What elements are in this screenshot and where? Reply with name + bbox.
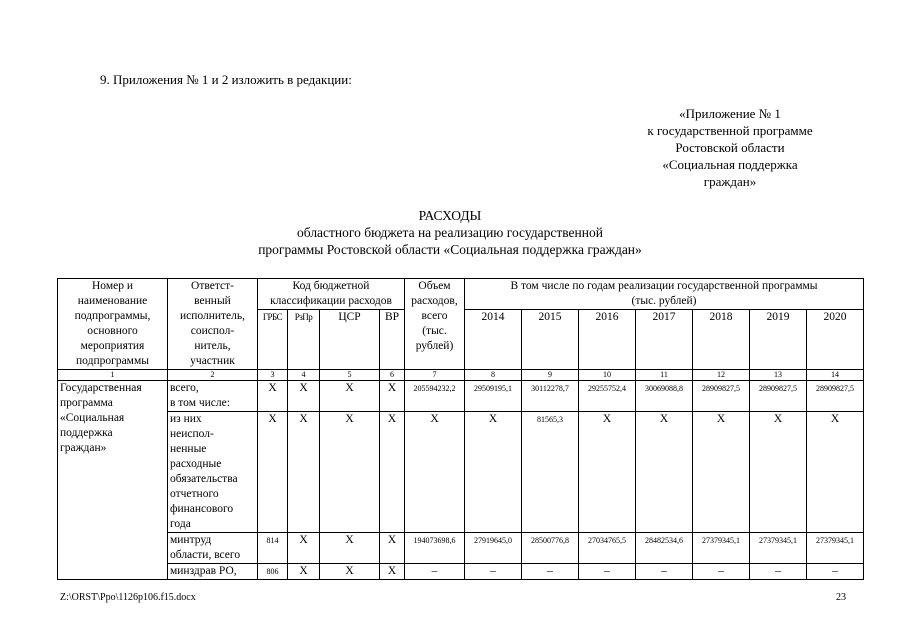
header-year: 2019 — [750, 310, 807, 370]
appendix-line: Ростовской области — [675, 140, 785, 155]
document-title — [200, 207, 700, 258]
appendix-line: к государственной программе — [647, 123, 813, 138]
year-cell: – — [636, 564, 693, 580]
table-header-row — [58, 279, 864, 310]
column-number: 4 — [288, 370, 320, 381]
year-cell: Х — [465, 412, 522, 533]
total-cell: – — [405, 564, 465, 580]
appendix-line: «Приложение № 1 — [679, 106, 781, 121]
code-cell: Х — [380, 381, 405, 412]
year-cell: 81565,3 — [522, 412, 579, 533]
code-cell: Х — [320, 381, 380, 412]
title-line: программы Ростовской области «Социальная поддержка граждан» — [258, 242, 642, 257]
executor-cell: всего, в том числе: — [168, 381, 258, 412]
header-number-name: Номер и наименование подпрограммы, основного мероприятия подпрограммы — [58, 279, 168, 370]
table-row — [58, 533, 864, 564]
header-vr: ВР — [380, 310, 405, 370]
year-cell: 30112278,7 — [522, 381, 579, 412]
year-cell: 27919645,0 — [465, 533, 522, 564]
program-name-cell: Государственная программа «Социальная поддержка граждан» — [58, 381, 168, 580]
code-cell: 814 — [258, 533, 288, 564]
column-number: 12 — [693, 370, 750, 381]
table-row — [58, 564, 864, 580]
header-rzpr: РзПр — [288, 310, 320, 370]
header-executor: Ответст- венный исполнитель, соиспол- нитель, участник — [168, 279, 258, 370]
year-cell: Х — [750, 412, 807, 533]
code-cell: Х — [380, 533, 405, 564]
year-cell: – — [579, 564, 636, 580]
column-number: 8 — [465, 370, 522, 381]
column-number: 11 — [636, 370, 693, 381]
year-cell: 27379345,1 — [807, 533, 864, 564]
code-cell: Х — [320, 412, 380, 533]
year-cell: – — [807, 564, 864, 580]
column-number: 6 — [380, 370, 405, 381]
year-cell: 28500776,8 — [522, 533, 579, 564]
header-year: 2018 — [693, 310, 750, 370]
year-cell: Х — [693, 412, 750, 533]
header-years-group: В том числе по годам реализации государственной программы (тыс. рублей) — [465, 279, 864, 310]
year-cell: 27379345,1 — [750, 533, 807, 564]
column-number: 14 — [807, 370, 864, 381]
year-cell: 29509195,1 — [465, 381, 522, 412]
code-cell: Х — [288, 564, 320, 580]
year-cell: 28909827,5 — [807, 381, 864, 412]
header-year: 2016 — [579, 310, 636, 370]
footer-file-path: Z:\ORST\Ppo\1126p106.f15.docx — [60, 592, 196, 603]
header-total: Объем расходов, всего (тыс. рублей) — [405, 279, 465, 370]
table-row — [58, 412, 864, 533]
code-cell: Х — [380, 412, 405, 533]
year-cell: 30069088,8 — [636, 381, 693, 412]
page-number: 23 — [836, 592, 846, 603]
year-cell: – — [465, 564, 522, 580]
executor-cell: минтруд области, всего — [168, 533, 258, 564]
table-row — [58, 381, 864, 412]
header-grbs: ГРБС — [258, 310, 288, 370]
year-cell: Х — [807, 412, 864, 533]
column-number: 13 — [750, 370, 807, 381]
year-cell: 28482534,6 — [636, 533, 693, 564]
column-number: 5 — [320, 370, 380, 381]
year-cell: – — [693, 564, 750, 580]
code-cell: Х — [258, 412, 288, 533]
header-csr: ЦСР — [320, 310, 380, 370]
year-cell: – — [522, 564, 579, 580]
header-year: 2020 — [807, 310, 864, 370]
year-cell: Х — [636, 412, 693, 533]
year-cell: – — [750, 564, 807, 580]
paragraph-text: 9. Приложения № 1 и 2 изложить в редакции: — [100, 72, 352, 87]
appendix-line: «Социальная поддержка — [662, 157, 798, 172]
appendix-header — [610, 105, 850, 190]
appendix-line: граждан» — [703, 174, 757, 189]
header-year: 2014 — [465, 310, 522, 370]
header-year: 2015 — [522, 310, 579, 370]
total-cell: 194073698,6 — [405, 533, 465, 564]
column-number: 9 — [522, 370, 579, 381]
total-cell: Х — [405, 412, 465, 533]
code-cell: Х — [320, 564, 380, 580]
year-cell: 27379345,1 — [693, 533, 750, 564]
code-cell: Х — [258, 381, 288, 412]
executor-cell: минздрав РО, — [168, 564, 258, 580]
year-cell: 28909827,5 — [750, 381, 807, 412]
code-cell: Х — [288, 412, 320, 533]
column-number: 3 — [258, 370, 288, 381]
code-cell: 806 — [258, 564, 288, 580]
expenses-table — [57, 278, 864, 580]
year-cell: Х — [579, 412, 636, 533]
year-cell: 27034765,5 — [579, 533, 636, 564]
total-cell: 205594232,2 — [405, 381, 465, 412]
header-budget-code: Код бюджетной классификации расходов — [258, 279, 405, 310]
code-cell: Х — [380, 564, 405, 580]
column-number: 10 — [579, 370, 636, 381]
header-year: 2017 — [636, 310, 693, 370]
code-cell: Х — [320, 533, 380, 564]
title-line: РАСХОДЫ — [418, 208, 482, 223]
executor-cell: из них неиспол- ненные расходные обязательства отчетного финансового года — [168, 412, 258, 533]
year-cell: 29255752,4 — [579, 381, 636, 412]
column-number: 7 — [405, 370, 465, 381]
year-cell: 28909827,5 — [693, 381, 750, 412]
column-number: 1 — [58, 370, 168, 381]
title-line: областного бюджета на реализацию государственной — [297, 225, 603, 240]
column-number: 2 — [168, 370, 258, 381]
column-number-row — [58, 370, 864, 381]
code-cell: Х — [288, 381, 320, 412]
code-cell: Х — [288, 533, 320, 564]
